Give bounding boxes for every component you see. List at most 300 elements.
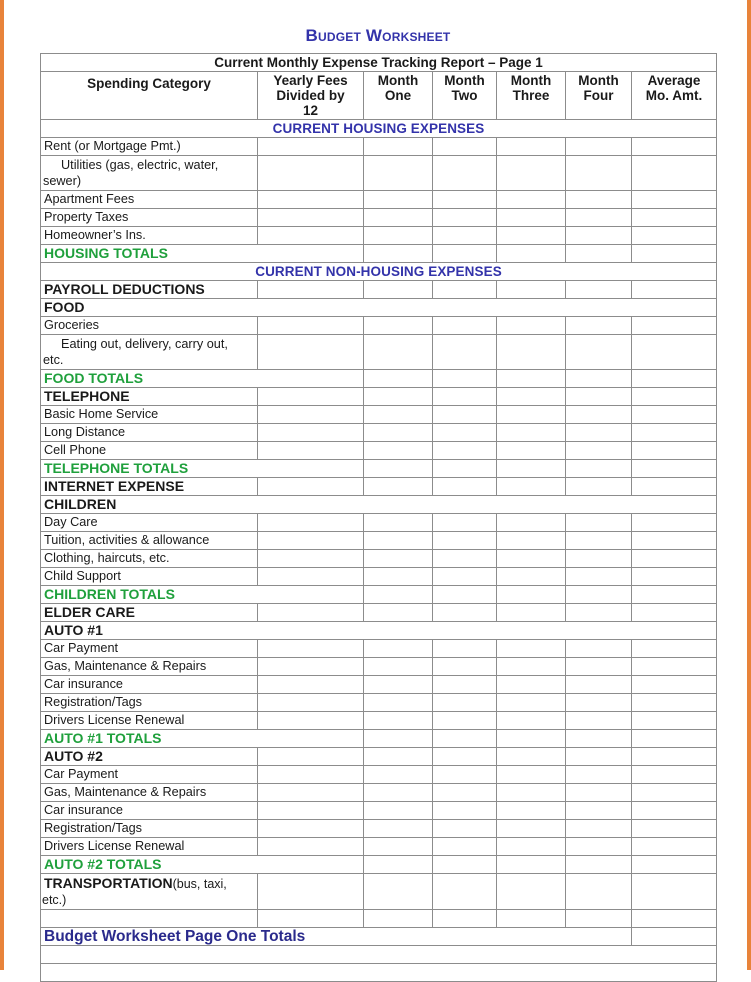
cell-internet-month-two[interactable] xyxy=(433,478,497,496)
cell-auto2-month-one[interactable] xyxy=(364,748,433,766)
cell-auto1-registration-month-four[interactable] xyxy=(566,694,632,712)
month-two-line2: Two xyxy=(451,88,478,103)
cell-auto2-car-payment-month-four[interactable] xyxy=(566,766,632,784)
cell-homeowners-ins-average[interactable] xyxy=(632,227,717,245)
cell-auto2-yearly[interactable] xyxy=(258,748,364,766)
cell-day-care-yearly[interactable] xyxy=(258,514,364,532)
cell-food-totals-month-three[interactable] xyxy=(497,370,566,388)
table-row xyxy=(41,640,717,658)
row-label-auto2-totals: AUTO #2 TOTALS xyxy=(41,856,364,874)
month-four-line2: Four xyxy=(583,88,614,103)
table-row-group-auto1 xyxy=(41,622,717,640)
row-label-auto1: AUTO #1 xyxy=(41,622,717,640)
cell-homeowners-ins-month-one[interactable] xyxy=(364,227,433,245)
cell-auto2-registration-month-three[interactable] xyxy=(497,820,566,838)
cell-apartment-fees-month-four[interactable] xyxy=(566,191,632,209)
cell-clothing-month-two[interactable] xyxy=(433,550,497,568)
row-label-child-support: Child Support xyxy=(41,568,258,586)
cell-housing-totals-month-three[interactable] xyxy=(497,245,566,263)
month-one-line1: Month xyxy=(377,73,419,88)
table-row-report-title xyxy=(41,54,717,72)
cell-blank-average[interactable] xyxy=(632,910,717,928)
cell-auto2-license-month-four[interactable] xyxy=(566,838,632,856)
cell-telephone-month-two[interactable] xyxy=(433,388,497,406)
row-label-internet-expense: INTERNET EXPENSE xyxy=(41,478,258,496)
cell-auto2-license-month-one[interactable] xyxy=(364,838,433,856)
cell-internet-yearly[interactable] xyxy=(258,478,364,496)
cell-auto2-totals-month-three[interactable] xyxy=(497,856,566,874)
cell-auto1-license-month-three[interactable] xyxy=(497,712,566,730)
cell-long-distance-average[interactable] xyxy=(632,424,717,442)
cell-clothing-average[interactable] xyxy=(632,550,717,568)
cell-clothing-yearly[interactable] xyxy=(258,550,364,568)
row-label-property-taxes: Property Taxes xyxy=(41,209,258,227)
eating-out-line1: Eating out, delivery, carry out, xyxy=(61,337,228,351)
cell-cell-phone-yearly[interactable] xyxy=(258,442,364,460)
cell-auto2-gas-month-three[interactable] xyxy=(497,784,566,802)
utilities-line2: sewer) xyxy=(43,174,82,188)
row-label-clothing: Clothing, haircuts, etc. xyxy=(41,550,258,568)
cell-payroll-month-one[interactable] xyxy=(364,281,433,299)
cell-blank-month-four[interactable] xyxy=(566,910,632,928)
cell-telephone-totals-month-four[interactable] xyxy=(566,460,632,478)
row-label-long-distance: Long Distance xyxy=(41,424,258,442)
cell-cell-phone-month-two[interactable] xyxy=(433,442,497,460)
cell-auto2-registration-month-two[interactable] xyxy=(433,820,497,838)
row-label-children: CHILDREN xyxy=(41,496,717,514)
cell-property-taxes-month-two[interactable] xyxy=(433,209,497,227)
cell-auto1-totals-month-three[interactable] xyxy=(497,730,566,748)
cell-housing-totals-average[interactable] xyxy=(632,245,717,263)
cell-telephone-totals-month-two[interactable] xyxy=(433,460,497,478)
cell-auto1-gas-yearly[interactable] xyxy=(258,658,364,676)
cell-auto1-totals-month-four[interactable] xyxy=(566,730,632,748)
cell-auto2-insurance-average[interactable] xyxy=(632,802,717,820)
cell-blank-month-three[interactable] xyxy=(497,910,566,928)
cell-auto1-car-payment-month-two[interactable] xyxy=(433,640,497,658)
cell-footer-blank-1[interactable] xyxy=(41,946,717,964)
cell-homeowners-ins-yearly[interactable] xyxy=(258,227,364,245)
cell-auto2-gas-month-four[interactable] xyxy=(566,784,632,802)
cell-internet-month-four[interactable] xyxy=(566,478,632,496)
table-row xyxy=(41,766,717,784)
table-row xyxy=(41,748,717,766)
cell-cell-phone-month-three[interactable] xyxy=(497,442,566,460)
cell-auto1-car-payment-yearly[interactable] xyxy=(258,640,364,658)
row-label-auto1-car-payment: Car Payment xyxy=(41,640,258,658)
cell-homeowners-ins-month-two[interactable] xyxy=(433,227,497,245)
cell-tuition-average[interactable] xyxy=(632,532,717,550)
cell-eating-out-month-one[interactable] xyxy=(364,335,433,370)
cell-rent-month-one[interactable] xyxy=(364,138,433,156)
table-row xyxy=(41,676,717,694)
cell-tuition-month-one[interactable] xyxy=(364,532,433,550)
cell-auto1-insurance-month-two[interactable] xyxy=(433,676,497,694)
table-row xyxy=(41,712,717,730)
table-row-totals-auto2 xyxy=(41,856,717,874)
cell-auto2-gas-month-one[interactable] xyxy=(364,784,433,802)
cell-auto1-gas-average[interactable] xyxy=(632,658,717,676)
cell-clothing-month-one[interactable] xyxy=(364,550,433,568)
cell-property-taxes-yearly[interactable] xyxy=(258,209,364,227)
cell-payroll-yearly[interactable] xyxy=(258,281,364,299)
cell-cell-phone-month-one[interactable] xyxy=(364,442,433,460)
cell-child-support-month-four[interactable] xyxy=(566,568,632,586)
cell-long-distance-yearly[interactable] xyxy=(258,424,364,442)
cell-food-totals-month-two[interactable] xyxy=(433,370,497,388)
cell-auto2-license-month-two[interactable] xyxy=(433,838,497,856)
yearly-fees-line2: Divided by xyxy=(276,88,345,103)
cell-auto1-registration-month-one[interactable] xyxy=(364,694,433,712)
row-label-auto1-totals: AUTO #1 TOTALS xyxy=(41,730,364,748)
cell-basic-home-service-month-two[interactable] xyxy=(433,406,497,424)
cell-transportation-average[interactable] xyxy=(632,874,717,910)
cell-internet-month-one[interactable] xyxy=(364,478,433,496)
cell-transportation-yearly[interactable] xyxy=(258,874,364,910)
cell-groceries-month-two[interactable] xyxy=(433,317,497,335)
cell-auto1-insurance-month-one[interactable] xyxy=(364,676,433,694)
cell-apartment-fees-average[interactable] xyxy=(632,191,717,209)
transportation-line3: etc.) xyxy=(42,893,67,907)
cell-apartment-fees-yearly[interactable] xyxy=(258,191,364,209)
month-one-line2: One xyxy=(384,88,412,103)
cell-auto2-insurance-month-two[interactable] xyxy=(433,802,497,820)
cell-auto2-totals-month-four[interactable] xyxy=(566,856,632,874)
cell-utilities-average[interactable] xyxy=(632,156,717,191)
cell-groceries-yearly[interactable] xyxy=(258,317,364,335)
cell-day-care-month-two[interactable] xyxy=(433,514,497,532)
month-three-line2: Three xyxy=(512,88,550,103)
cell-day-care-month-one[interactable] xyxy=(364,514,433,532)
cell-rent-month-three[interactable] xyxy=(497,138,566,156)
row-label-auto1-insurance: Car insurance xyxy=(41,676,258,694)
cell-tuition-month-two[interactable] xyxy=(433,532,497,550)
cell-auto1-insurance-month-three[interactable] xyxy=(497,676,566,694)
cell-auto1-registration-yearly[interactable] xyxy=(258,694,364,712)
cell-auto1-car-payment-month-three[interactable] xyxy=(497,640,566,658)
table-row-totals-children xyxy=(41,586,717,604)
table-row xyxy=(41,604,717,622)
row-label-auto2-gas: Gas, Maintenance & Repairs xyxy=(41,784,258,802)
cell-housing-totals-month-four[interactable] xyxy=(566,245,632,263)
transportation-line1: TRANSPORTATION xyxy=(44,875,173,891)
cell-blank-month-two[interactable] xyxy=(433,910,497,928)
cell-auto2-car-payment-month-two[interactable] xyxy=(433,766,497,784)
cell-auto2-insurance-month-three[interactable] xyxy=(497,802,566,820)
row-label-auto2-insurance: Car insurance xyxy=(41,802,258,820)
cell-auto2-car-payment-month-three[interactable] xyxy=(497,766,566,784)
cell-apartment-fees-month-three[interactable] xyxy=(497,191,566,209)
table-row xyxy=(41,424,717,442)
cell-property-taxes-month-three[interactable] xyxy=(497,209,566,227)
cell-long-distance-month-two[interactable] xyxy=(433,424,497,442)
cell-telephone-totals-average[interactable] xyxy=(632,460,717,478)
average-line2: Mo. Amt. xyxy=(645,88,703,103)
cell-telephone-totals-month-one[interactable] xyxy=(364,460,433,478)
table-row xyxy=(41,694,717,712)
cell-auto2-license-average[interactable] xyxy=(632,838,717,856)
cell-auto2-gas-average[interactable] xyxy=(632,784,717,802)
table-row xyxy=(41,209,717,227)
cell-auto2-average[interactable] xyxy=(632,748,717,766)
cell-property-taxes-month-four[interactable] xyxy=(566,209,632,227)
cell-auto2-registration-month-four[interactable] xyxy=(566,820,632,838)
cell-long-distance-month-three[interactable] xyxy=(497,424,566,442)
cell-food-totals-month-one[interactable] xyxy=(364,370,433,388)
column-header-average-mo-amt xyxy=(632,72,717,120)
cell-basic-home-service-month-three[interactable] xyxy=(497,406,566,424)
cell-auto1-car-payment-month-four[interactable] xyxy=(566,640,632,658)
cell-payroll-month-three[interactable] xyxy=(497,281,566,299)
cell-elder-care-average[interactable] xyxy=(632,604,717,622)
cell-cell-phone-average[interactable] xyxy=(632,442,717,460)
cell-payroll-average[interactable] xyxy=(632,281,717,299)
cell-elder-care-month-one[interactable] xyxy=(364,604,433,622)
cell-utilities-month-four[interactable] xyxy=(566,156,632,191)
cell-eating-out-average[interactable] xyxy=(632,335,717,370)
cell-transportation-month-four[interactable] xyxy=(566,874,632,910)
cell-auto1-license-month-one[interactable] xyxy=(364,712,433,730)
cell-auto2-insurance-month-one[interactable] xyxy=(364,802,433,820)
cell-basic-home-service-average[interactable] xyxy=(632,406,717,424)
table-row xyxy=(41,550,717,568)
cell-telephone-totals-month-three[interactable] xyxy=(497,460,566,478)
cell-auto1-license-yearly[interactable] xyxy=(258,712,364,730)
cell-auto1-registration-month-two[interactable] xyxy=(433,694,497,712)
cell-eating-out-yearly[interactable] xyxy=(258,335,364,370)
table-row-blank xyxy=(41,910,717,928)
cell-rent-month-two[interactable] xyxy=(433,138,497,156)
month-two-line1: Month xyxy=(444,73,485,88)
table-row-banner-housing xyxy=(41,120,717,138)
cell-utilities-month-one[interactable] xyxy=(364,156,433,191)
table-row xyxy=(41,335,717,370)
cell-auto1-totals-month-two[interactable] xyxy=(433,730,497,748)
cell-day-care-average[interactable] xyxy=(632,514,717,532)
cell-payroll-month-two[interactable] xyxy=(433,281,497,299)
cell-tuition-month-four[interactable] xyxy=(566,532,632,550)
table-row xyxy=(41,820,717,838)
cell-auto1-gas-month-four[interactable] xyxy=(566,658,632,676)
cell-child-support-month-three[interactable] xyxy=(497,568,566,586)
cell-auto1-totals-average[interactable] xyxy=(632,730,717,748)
row-label-apartment-fees: Apartment Fees xyxy=(41,191,258,209)
cell-transportation-month-one[interactable] xyxy=(364,874,433,910)
row-label-auto2-license: Drivers License Renewal xyxy=(41,838,258,856)
cell-child-support-month-one[interactable] xyxy=(364,568,433,586)
table-row xyxy=(41,156,717,191)
month-three-line1: Month xyxy=(510,73,552,88)
table-row-totals-auto1 xyxy=(41,730,717,748)
cell-auto2-car-payment-average[interactable] xyxy=(632,766,717,784)
cell-auto2-totals-month-two[interactable] xyxy=(433,856,497,874)
cell-auto1-insurance-average[interactable] xyxy=(632,676,717,694)
cell-groceries-month-three[interactable] xyxy=(497,317,566,335)
table-row xyxy=(41,874,717,910)
cell-auto1-license-month-two[interactable] xyxy=(433,712,497,730)
cell-children-totals-month-one[interactable] xyxy=(364,586,433,604)
cell-apartment-fees-month-one[interactable] xyxy=(364,191,433,209)
table-row xyxy=(41,406,717,424)
table-header-row xyxy=(41,72,717,120)
cell-telephone-yearly[interactable] xyxy=(258,388,364,406)
cell-clothing-month-four[interactable] xyxy=(566,550,632,568)
table-row-banner-non-housing xyxy=(41,263,717,281)
cell-property-taxes-month-one[interactable] xyxy=(364,209,433,227)
row-label-rent: Rent (or Mortgage Pmt.) xyxy=(41,138,258,156)
column-header-month-four xyxy=(566,72,632,120)
worksheet-sheet xyxy=(40,0,716,982)
cell-auto1-car-payment-month-one[interactable] xyxy=(364,640,433,658)
cell-page-one-totals-average[interactable] xyxy=(632,928,717,946)
cell-transportation-month-three[interactable] xyxy=(497,874,566,910)
cell-auto2-month-two[interactable] xyxy=(433,748,497,766)
cell-utilities-yearly[interactable] xyxy=(258,156,364,191)
cell-auto2-registration-yearly[interactable] xyxy=(258,820,364,838)
cell-telephone-month-four[interactable] xyxy=(566,388,632,406)
cell-rent-month-four[interactable] xyxy=(566,138,632,156)
row-label-homeowners-ins: Homeowner’s Ins. xyxy=(41,227,258,245)
cell-payroll-month-four[interactable] xyxy=(566,281,632,299)
cell-blank-yearly[interactable] xyxy=(258,910,364,928)
cell-children-totals-month-three[interactable] xyxy=(497,586,566,604)
cell-rent-average[interactable] xyxy=(632,138,717,156)
cell-telephone-month-one[interactable] xyxy=(364,388,433,406)
cell-auto1-gas-month-three[interactable] xyxy=(497,658,566,676)
cell-auto2-totals-average[interactable] xyxy=(632,856,717,874)
cell-long-distance-month-four[interactable] xyxy=(566,424,632,442)
cell-basic-home-service-month-four[interactable] xyxy=(566,406,632,424)
cell-utilities-month-three[interactable] xyxy=(497,156,566,191)
cell-eating-out-month-three[interactable] xyxy=(497,335,566,370)
row-label-elder-care: ELDER CARE xyxy=(41,604,258,622)
table-row-group-children xyxy=(41,496,717,514)
cell-eating-out-month-four[interactable] xyxy=(566,335,632,370)
cell-property-taxes-average[interactable] xyxy=(632,209,717,227)
cell-auto1-registration-month-three[interactable] xyxy=(497,694,566,712)
row-label-basic-home-service: Basic Home Service xyxy=(41,406,258,424)
cell-auto2-registration-month-one[interactable] xyxy=(364,820,433,838)
table-row-totals-housing xyxy=(41,245,717,263)
cell-transportation-month-two[interactable] xyxy=(433,874,497,910)
cell-basic-home-service-yearly[interactable] xyxy=(258,406,364,424)
cell-child-support-average[interactable] xyxy=(632,568,717,586)
cell-day-care-month-four[interactable] xyxy=(566,514,632,532)
cell-auto1-gas-month-two[interactable] xyxy=(433,658,497,676)
row-label-food-totals: FOOD TOTALS xyxy=(41,370,364,388)
row-label-page-one-totals: Budget Worksheet Page One Totals xyxy=(41,928,632,946)
cell-elder-care-month-three[interactable] xyxy=(497,604,566,622)
table-row-blank-footer-1 xyxy=(41,946,717,964)
cell-auto1-insurance-month-four[interactable] xyxy=(566,676,632,694)
cell-food-totals-month-four[interactable] xyxy=(566,370,632,388)
cell-children-totals-month-two[interactable] xyxy=(433,586,497,604)
cell-food-totals-average[interactable] xyxy=(632,370,717,388)
cell-homeowners-ins-month-four[interactable] xyxy=(566,227,632,245)
transportation-line2: (bus, taxi, xyxy=(172,877,227,891)
cell-auto2-registration-average[interactable] xyxy=(632,820,717,838)
cell-auto2-license-yearly[interactable] xyxy=(258,838,364,856)
cell-rent-yearly[interactable] xyxy=(258,138,364,156)
cell-tuition-yearly[interactable] xyxy=(258,532,364,550)
cell-auto1-totals-month-one[interactable] xyxy=(364,730,433,748)
cell-auto2-insurance-month-four[interactable] xyxy=(566,802,632,820)
cell-child-support-month-two[interactable] xyxy=(433,568,497,586)
cell-long-distance-month-one[interactable] xyxy=(364,424,433,442)
column-header-month-three xyxy=(497,72,566,120)
row-label-telephone: TELEPHONE xyxy=(41,388,258,406)
row-label-auto1-license: Drivers License Renewal xyxy=(41,712,258,730)
cell-auto2-gas-month-two[interactable] xyxy=(433,784,497,802)
cell-blank-month-one[interactable] xyxy=(364,910,433,928)
cell-groceries-month-four[interactable] xyxy=(566,317,632,335)
cell-housing-totals-month-one[interactable] xyxy=(364,245,433,263)
cell-footer-blank-2[interactable] xyxy=(41,964,717,982)
cell-children-totals-month-four[interactable] xyxy=(566,586,632,604)
table-row xyxy=(41,388,717,406)
cell-tuition-month-three[interactable] xyxy=(497,532,566,550)
report-title: Current Monthly Expense Tracking Report – Page 1 xyxy=(41,54,717,72)
row-label-tuition: Tuition, activities & allowance xyxy=(41,532,258,550)
cell-auto1-insurance-yearly[interactable] xyxy=(258,676,364,694)
cell-children-totals-average[interactable] xyxy=(632,586,717,604)
cell-auto1-license-average[interactable] xyxy=(632,712,717,730)
table-row xyxy=(41,838,717,856)
cell-utilities-month-two[interactable] xyxy=(433,156,497,191)
cell-elder-care-month-two[interactable] xyxy=(433,604,497,622)
table-row xyxy=(41,568,717,586)
cell-elder-care-yearly[interactable] xyxy=(258,604,364,622)
cell-day-care-month-three[interactable] xyxy=(497,514,566,532)
cell-telephone-month-three[interactable] xyxy=(497,388,566,406)
cell-auto1-car-payment-average[interactable] xyxy=(632,640,717,658)
cell-child-support-yearly[interactable] xyxy=(258,568,364,586)
cell-internet-month-three[interactable] xyxy=(497,478,566,496)
table-row-group-food xyxy=(41,299,717,317)
row-label-cell-phone: Cell Phone xyxy=(41,442,258,460)
cell-auto2-license-month-three[interactable] xyxy=(497,838,566,856)
cell-groceries-average[interactable] xyxy=(632,317,717,335)
table-row xyxy=(41,478,717,496)
cell-telephone-average[interactable] xyxy=(632,388,717,406)
cell-auto2-car-payment-yearly[interactable] xyxy=(258,766,364,784)
cell-auto2-totals-month-one[interactable] xyxy=(364,856,433,874)
cell-cell-phone-month-four[interactable] xyxy=(566,442,632,460)
cell-internet-average[interactable] xyxy=(632,478,717,496)
cell-groceries-month-one[interactable] xyxy=(364,317,433,335)
cell-apartment-fees-month-two[interactable] xyxy=(433,191,497,209)
cell-auto2-insurance-yearly[interactable] xyxy=(258,802,364,820)
section-banner-non-housing: CURRENT NON-HOUSING EXPENSES xyxy=(41,263,717,281)
cell-clothing-month-three[interactable] xyxy=(497,550,566,568)
cell-blank-category[interactable] xyxy=(41,910,258,928)
row-label-transportation xyxy=(41,874,258,910)
row-label-day-care: Day Care xyxy=(41,514,258,532)
cell-housing-totals-month-two[interactable] xyxy=(433,245,497,263)
cell-auto2-car-payment-month-one[interactable] xyxy=(364,766,433,784)
cell-eating-out-month-two[interactable] xyxy=(433,335,497,370)
cell-auto2-month-four[interactable] xyxy=(566,748,632,766)
cell-elder-care-month-four[interactable] xyxy=(566,604,632,622)
cell-auto2-gas-yearly[interactable] xyxy=(258,784,364,802)
cell-auto1-gas-month-one[interactable] xyxy=(364,658,433,676)
cell-homeowners-ins-month-three[interactable] xyxy=(497,227,566,245)
cell-basic-home-service-month-one[interactable] xyxy=(364,406,433,424)
cell-auto1-registration-average[interactable] xyxy=(632,694,717,712)
table-row xyxy=(41,138,717,156)
cell-auto2-month-three[interactable] xyxy=(497,748,566,766)
cell-auto1-license-month-four[interactable] xyxy=(566,712,632,730)
